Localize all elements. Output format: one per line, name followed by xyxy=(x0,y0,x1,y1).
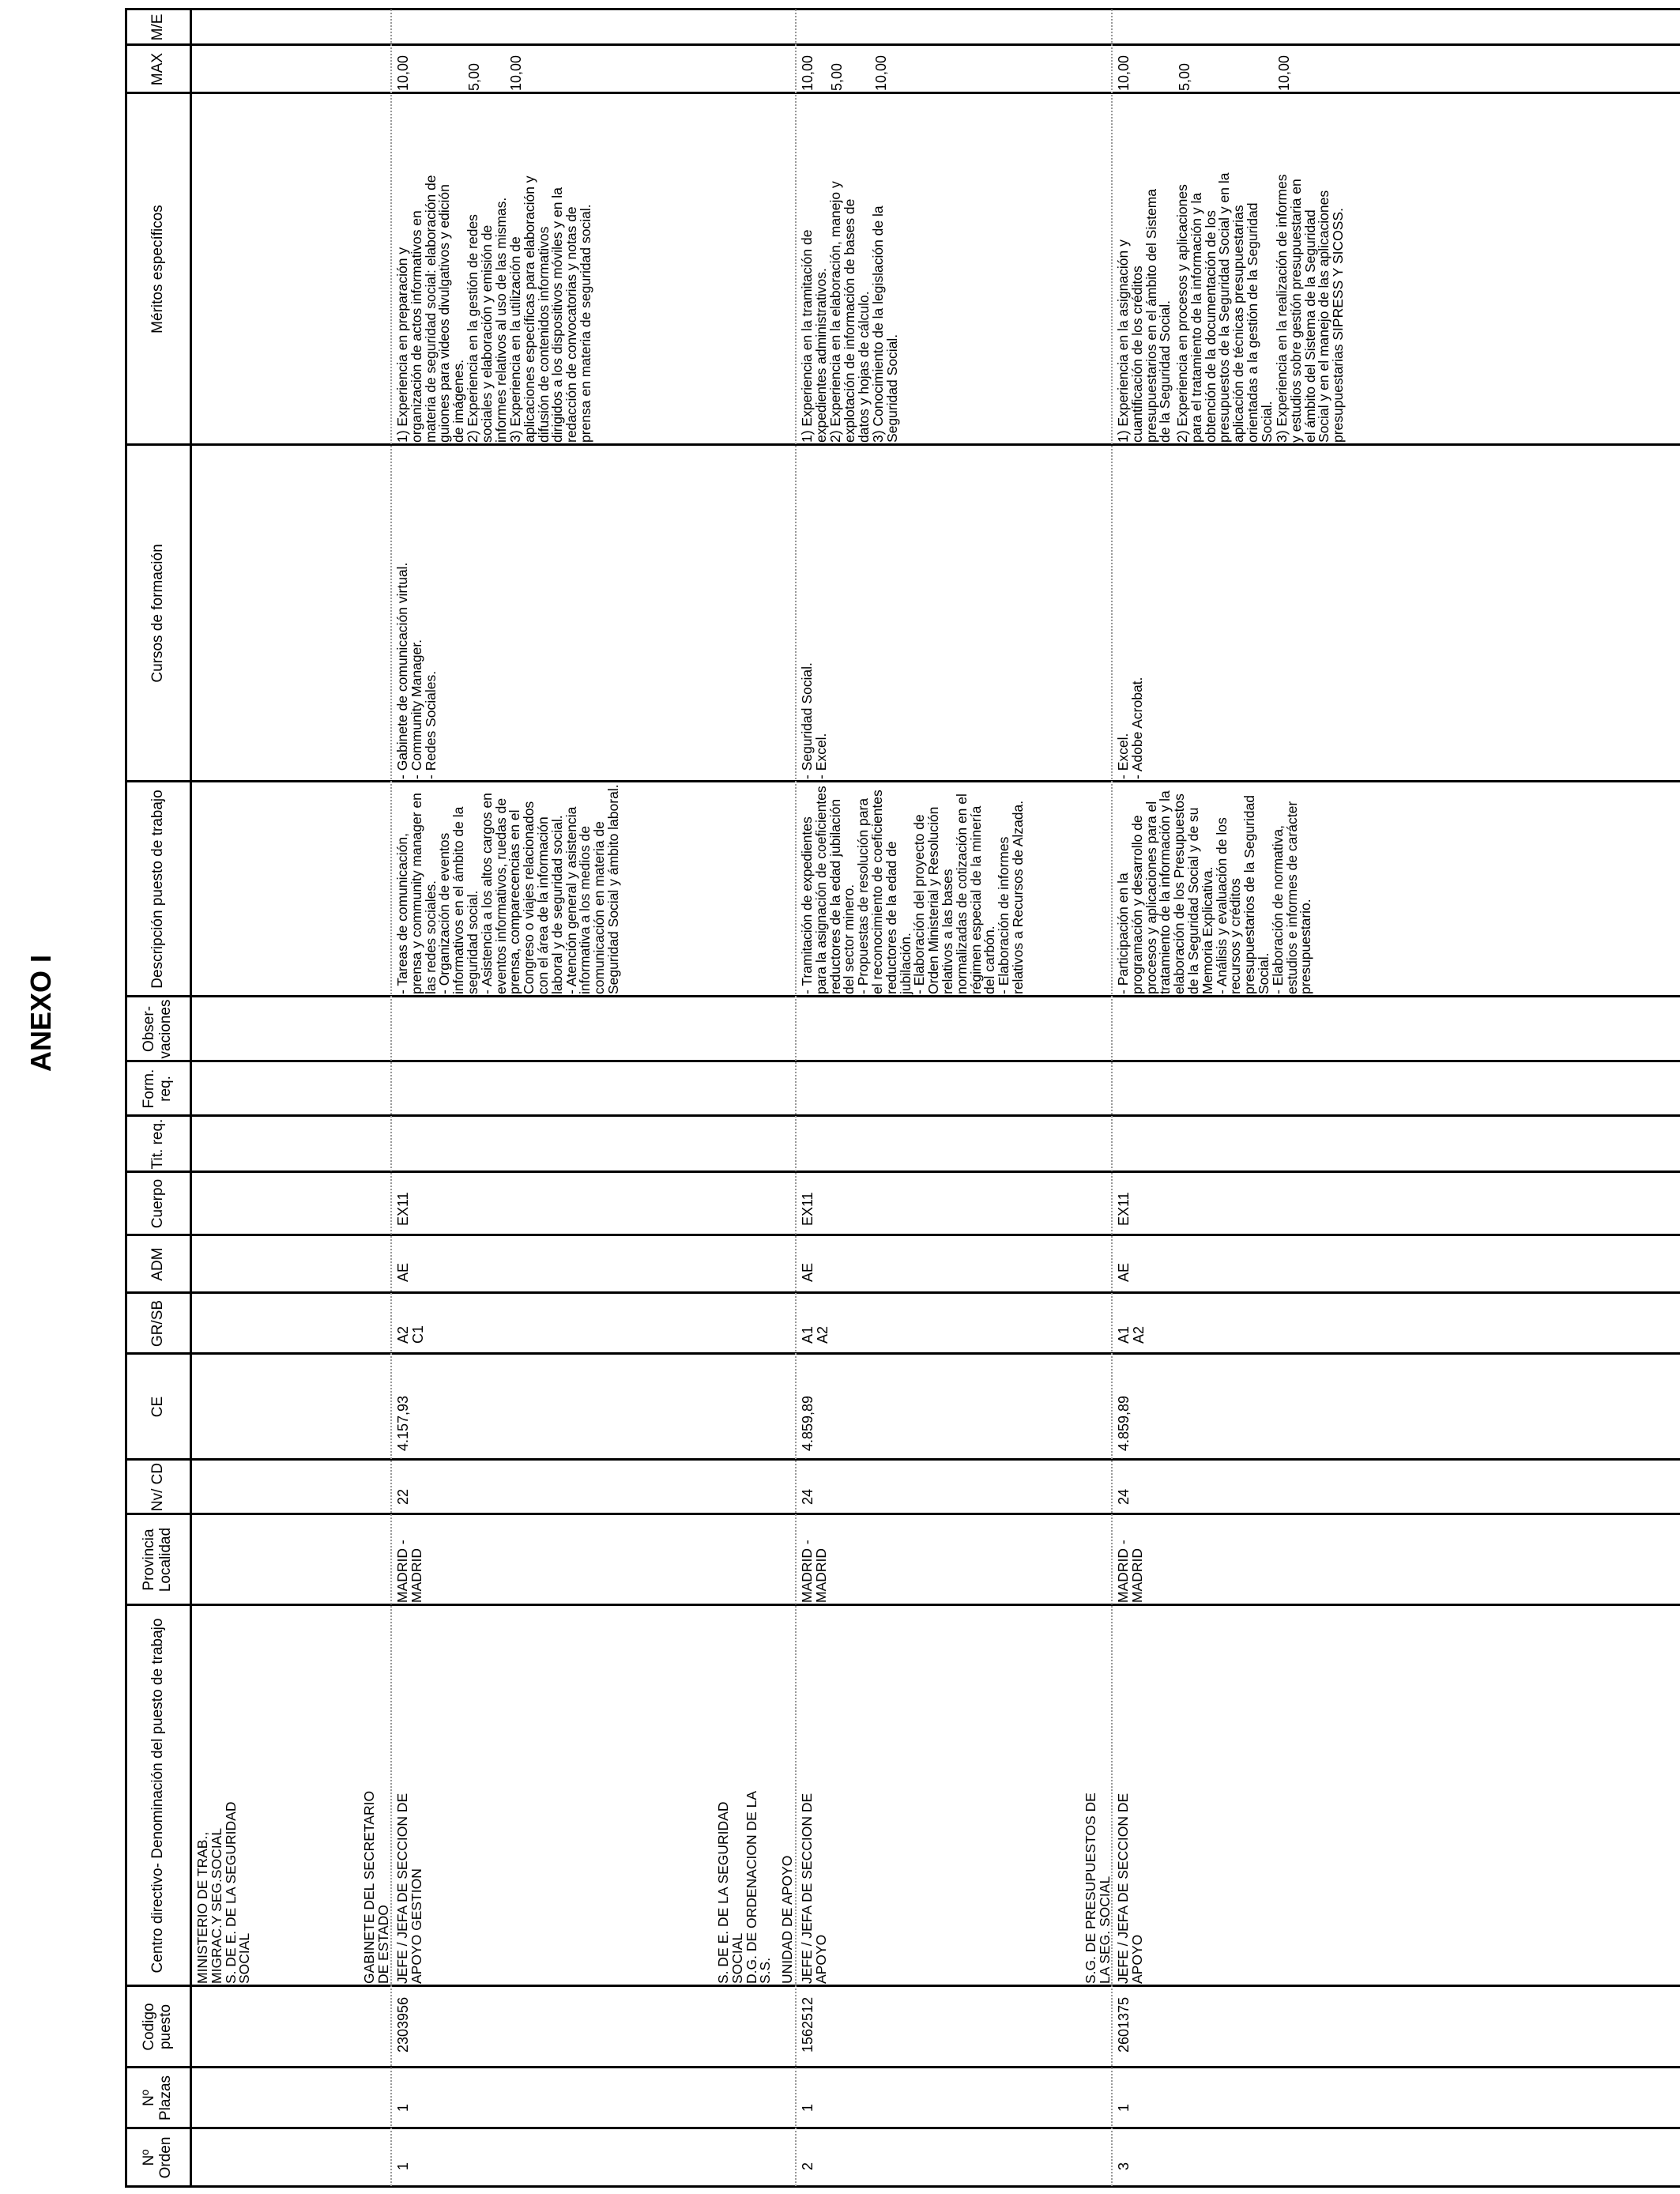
row-separator xyxy=(795,9,797,2186)
row2-merito-3: 3) Conocimiento de la legislación de la Seguridad Social. xyxy=(870,205,900,443)
col-sep xyxy=(125,1171,1680,1173)
row2-ce: 4.859,89 xyxy=(800,1395,816,1451)
row2-max-1: 10,00 xyxy=(800,55,816,91)
org-header: MINISTERIO DE TRAB., MIGRAC.Y SEG.SOCIAL S. DE E. DE LA SEGURIDAD SOCIAL xyxy=(194,1801,253,1984)
col-sep xyxy=(125,1458,1680,1461)
row3-descripcion: - Participación en la programación y desarrollo de procesos y aplicaciones para el tratamiento de la información y la elaboración de los Presupuestos de la Seguridad Social y de su Memoria Explicativa. - Análisis y evaluación de los recursos y créditos presupuestarios de la Seguridad Social. - Elaboración de normativa, estudios e informes de carácter presupuestario. xyxy=(1115,790,1314,994)
header-meritos: Méritos específicos xyxy=(149,205,166,334)
row2-puesto: JEFE / JEFA DE SECCION DE APOYO xyxy=(799,1793,829,1984)
col-sep xyxy=(125,1060,1680,1062)
col-sep xyxy=(125,2066,1680,2068)
row3-cursos: - Excel. - Adobe Acrobat. xyxy=(1115,677,1145,779)
row2-plazas: 1 xyxy=(800,2103,816,2112)
col-sep xyxy=(125,1604,1680,1606)
row3-cuerpo: EX11 xyxy=(1116,1192,1132,1226)
col-sep xyxy=(125,1291,1680,1294)
col-sep xyxy=(125,1114,1680,1117)
row3-max-1: 10,00 xyxy=(1116,55,1132,91)
row3-provincia: MADRID - MADRID xyxy=(1115,1540,1145,1603)
header-form: Form. req. xyxy=(141,1069,174,1109)
header-centro: Centro directivo- Denominación del puesto de trabajo xyxy=(149,1618,166,1973)
row2-orden: 2 xyxy=(800,2162,816,2170)
header-provincia: Provincia Localidad xyxy=(141,1527,174,1593)
header-descripcion: Descripción puesto de trabajo xyxy=(149,790,166,989)
col-sep xyxy=(125,780,1680,782)
col-sep xyxy=(125,1985,1680,1987)
row1-merito-3: 3) Experiencia en la utilización de aplicaciones específicas para elaboración y difusión de contenidos informativos dirigidos a los dispositivos móviles y en la redacción de convocatorias y notas de prensa en materia de seguridad social. xyxy=(507,175,593,443)
row3-grsb: A1 A2 xyxy=(1116,1325,1147,1344)
row1-max-2: 5,00 xyxy=(466,62,482,91)
header-max: MAX xyxy=(149,52,166,86)
row1-orden: 1 xyxy=(395,2162,411,2170)
row1-nivel: 22 xyxy=(395,1488,411,1505)
row2-descripcion: - Tramitación de expedientes para la asignación de coeficientes reductores de la edad jubilación del sector minero. - Propuestas de resolución para el reconocimiento de coeficientes reductores de la edad de jubilación. - Elaboración del proyecto de Orden Ministerial y Resolución relativos a las bases normalizadas de cotización en el régimen especial de la minería del carbón. - Elaboración de informes relativos a Recursos de Alzada. xyxy=(799,786,1026,994)
row3-nivel: 24 xyxy=(1116,1488,1132,1505)
col-sep xyxy=(125,2127,1680,2129)
header-ce: CE xyxy=(149,1396,166,1418)
row3-plazas: 1 xyxy=(1116,2103,1132,2112)
header-me: M/E xyxy=(149,13,166,41)
row2-max-2: 5,00 xyxy=(829,62,845,91)
header-adm: ADM xyxy=(149,1247,166,1281)
row1-max-1: 10,00 xyxy=(395,55,411,91)
header-nivel: Nv/ CD xyxy=(149,1462,166,1512)
row2-cursos: - Seguridad Social. - Excel. xyxy=(799,662,829,779)
row2-unit: UNIDAD DE APOYO xyxy=(779,1855,795,1984)
col-sep xyxy=(125,1513,1680,1515)
header-separator xyxy=(190,8,192,2188)
row1-codigo: 2303956 xyxy=(395,1996,411,2053)
row2-codigo: 1562512 xyxy=(800,1996,816,2053)
row2-unit-pre: S. DE E. DE LA SEGURIDAD SOCIAL D.G. DE ORDENACION DE LA S.S. xyxy=(715,1790,774,1984)
col-sep xyxy=(125,1234,1680,1236)
header-plazas: Nº Plazas xyxy=(141,2075,174,2121)
row3-max-3: 10,00 xyxy=(1276,55,1292,91)
row1-max-3: 10,00 xyxy=(508,55,524,91)
row1-provincia: MADRID - MADRID xyxy=(394,1540,424,1603)
header-obs: Obser- vaciones xyxy=(141,999,174,1059)
row3-orden: 3 xyxy=(1116,2162,1132,2170)
row2-adm: AE xyxy=(800,1262,816,1282)
row1-puesto: JEFE / JEFA DE SECCION DE APOYO GESTION xyxy=(394,1793,424,1984)
row3-ce: 4.859,89 xyxy=(1116,1395,1132,1451)
row1-ce: 4.157,93 xyxy=(395,1395,411,1451)
table-left-border xyxy=(125,2185,1680,2188)
page-title: ANEXO I xyxy=(24,954,57,1072)
row3-merito-1: 1) Experiencia en la asignación y cuantificación de los créditos presupuestarios en el ámbito del Sistema de la Seguridad Social. xyxy=(1115,188,1173,443)
row1-descripcion: - Tareas de comunicación, prensa y community manager en las redes sociales. - Organización de eventos informativos en el ámbito de la seguridad social. - Asistencia a los altos cargos en eventos informativos, ruedas de prensa, comparecencias en el Congreso o viajes relacionados con el área de la información laboral y de seguridad social. - Atención general y asistencia informativa a los medios de comunicación en materia de Seguridad Social y ámbito laboral. xyxy=(394,784,621,994)
col-sep xyxy=(125,995,1680,997)
row1-cuerpo: EX11 xyxy=(395,1192,411,1226)
row1-unit: GABINETE DEL SECRETARIO DE ESTADO xyxy=(361,1790,391,1984)
row2-max-3: 10,00 xyxy=(873,55,889,91)
row1-merito-1: 1) Experiencia en preparación y organización de actos informativos en materia de seguridad social: elaboración de guiones para videos divulgativos y edición de imágenes. xyxy=(394,175,467,443)
row1-adm: AE xyxy=(395,1262,411,1282)
header-codigo: Codigo puesto xyxy=(141,2003,174,2051)
table-right-border xyxy=(125,8,1680,10)
col-sep xyxy=(125,92,1680,94)
row1-cursos: - Gabinete de comunicación virtual. - Community Manager. - Redes Sociales. xyxy=(394,562,439,779)
row3-adm: AE xyxy=(1116,1262,1132,1282)
header-tit: Tit. req. xyxy=(149,1118,166,1170)
row3-codigo: 2601375 xyxy=(1116,1996,1132,2053)
col-sep xyxy=(125,43,1680,46)
row3-merito-3: 3) Experiencia en la realización de informes y estudios sobre gestión presupuestaria en el ámbito del Sistema de la Seguridad Social y en el manejo de las aplicaciones presupuestarias SIPRESS Y SICOSS. xyxy=(1274,174,1347,443)
row1-plazas: 1 xyxy=(395,2103,411,2112)
row2-merito-2: 2) Experiencia en la elaboración, manejo y explotación de información de bases de datos y hojas de cálculo. xyxy=(827,181,872,443)
col-sep xyxy=(125,443,1680,446)
row3-max-2: 5,00 xyxy=(1177,62,1192,91)
row2-provincia: MADRID - MADRID xyxy=(799,1540,829,1603)
row2-cuerpo: EX11 xyxy=(800,1192,816,1226)
row3-unit: S.G. DE PRESUPUESTOS DE LA SEG. SOCIAL xyxy=(1083,1793,1113,1984)
row1-merito-2: 2) Experiencia en la gestión de redes sociales y elaboración y emisión de informes relativos al uso de las mismas. xyxy=(465,197,509,443)
header-cursos: Cursos de formación xyxy=(149,544,166,683)
col-sep xyxy=(125,1352,1680,1355)
row2-grsb: A1 A2 xyxy=(800,1325,831,1344)
header-cuerpo: Cuerpo xyxy=(149,1178,166,1229)
header-orden: Nº Orden xyxy=(141,2136,174,2179)
row2-merito-1: 1) Experiencia en la tramitación de expedientes administrativos. xyxy=(799,229,829,443)
table xyxy=(119,0,1680,2194)
row2-nivel: 24 xyxy=(800,1488,816,1505)
header-grsb: GR/SB xyxy=(149,1299,166,1348)
row1-grsb: A2 C1 xyxy=(395,1325,426,1344)
row3-merito-2: 2) Experiencia en procesos y aplicaciones para el tratamiento de la información y la obtención de la documentación de los presupuestos de la Seguridad Social y en la aplicación de técnicas presupuestarias orientadas a la gestión de la Seguridad Social. xyxy=(1174,172,1275,443)
row3-puesto: JEFE / JEFA DE SECCION DE APOYO xyxy=(1115,1793,1145,1984)
